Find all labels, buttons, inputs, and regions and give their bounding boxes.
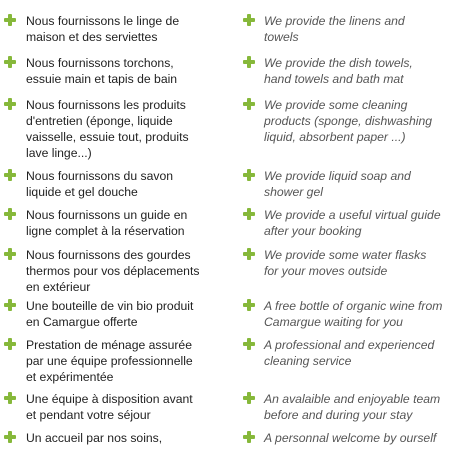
item-text-fr: Nous fournissons du savon liquide et gel douche [26, 169, 174, 199]
item-text-en: We provide liquid soap and shower gel [264, 169, 411, 199]
item-text-en: A personnal welcome by ourself [264, 431, 437, 445]
item-text-en: We provide a useful virtual guide after your booking [264, 208, 441, 238]
item-text-fr: Nous fournissons le linge de maison et des serviettes [26, 14, 180, 44]
item-text-en: A free bottle of organic wine from Camargue waiting for you [264, 299, 443, 329]
plus-bullet-icon [243, 208, 255, 220]
plus-bullet-icon [4, 248, 16, 260]
plus-bullet-icon [4, 98, 16, 110]
plus-bullet-icon [243, 248, 255, 260]
plus-bullet-icon [243, 299, 255, 311]
plus-bullet-icon [4, 431, 16, 443]
item-text-fr: Une équipe à disposition avant et pendant votre séjour [26, 392, 193, 422]
plus-bullet-icon [243, 169, 255, 181]
plus-bullet-icon [4, 14, 16, 26]
plus-bullet-icon [243, 431, 255, 443]
plus-bullet-icon [243, 338, 255, 350]
item-text-fr: Prestation de ménage assurée par une équipe professionnelle et expérimentée [26, 338, 193, 384]
item-text-fr: Une bouteille de vin bio produit en Camargue offerte [26, 299, 194, 329]
plus-bullet-icon [4, 299, 16, 311]
item-text-en: We provide the dish towels, hand towels and bath mat [264, 56, 413, 86]
item-text-en: We provide the linens and towels [264, 14, 405, 44]
item-text-fr: Nous fournissons torchons, essuie main et tapis de bain [26, 56, 178, 86]
item-text-en: A professional and experienced cleaning service [264, 338, 435, 368]
plus-bullet-icon [4, 56, 16, 68]
plus-bullet-icon [4, 169, 16, 181]
plus-bullet-icon [243, 56, 255, 68]
item-text-en: We provide some water flasks for your moves outside [264, 248, 427, 278]
item-text-fr: Un accueil par nos soins, [26, 431, 163, 445]
plus-bullet-icon [4, 338, 16, 350]
plus-bullet-icon [243, 98, 255, 110]
item-text-en: An avalaible and enjoyable team before and during your stay [264, 392, 441, 422]
plus-bullet-icon [243, 14, 255, 26]
plus-bullet-icon [243, 392, 255, 404]
item-text-en: We provide some cleaning products (sponge, dishwashing liquid, absorbent paper ...) [264, 98, 433, 144]
item-text-fr: Nous fournissons des gourdes thermos pour vos déplacements en extérieur [26, 248, 200, 294]
item-text-fr: Nous fournissons un guide en ligne complet à la réservation [26, 208, 188, 238]
item-text-fr: Nous fournissons les produits d'entretien (éponge, liquide vaisselle, essuie tout, produits lave linge...) [26, 98, 189, 160]
plus-bullet-icon [4, 392, 16, 404]
plus-bullet-icon [4, 208, 16, 220]
